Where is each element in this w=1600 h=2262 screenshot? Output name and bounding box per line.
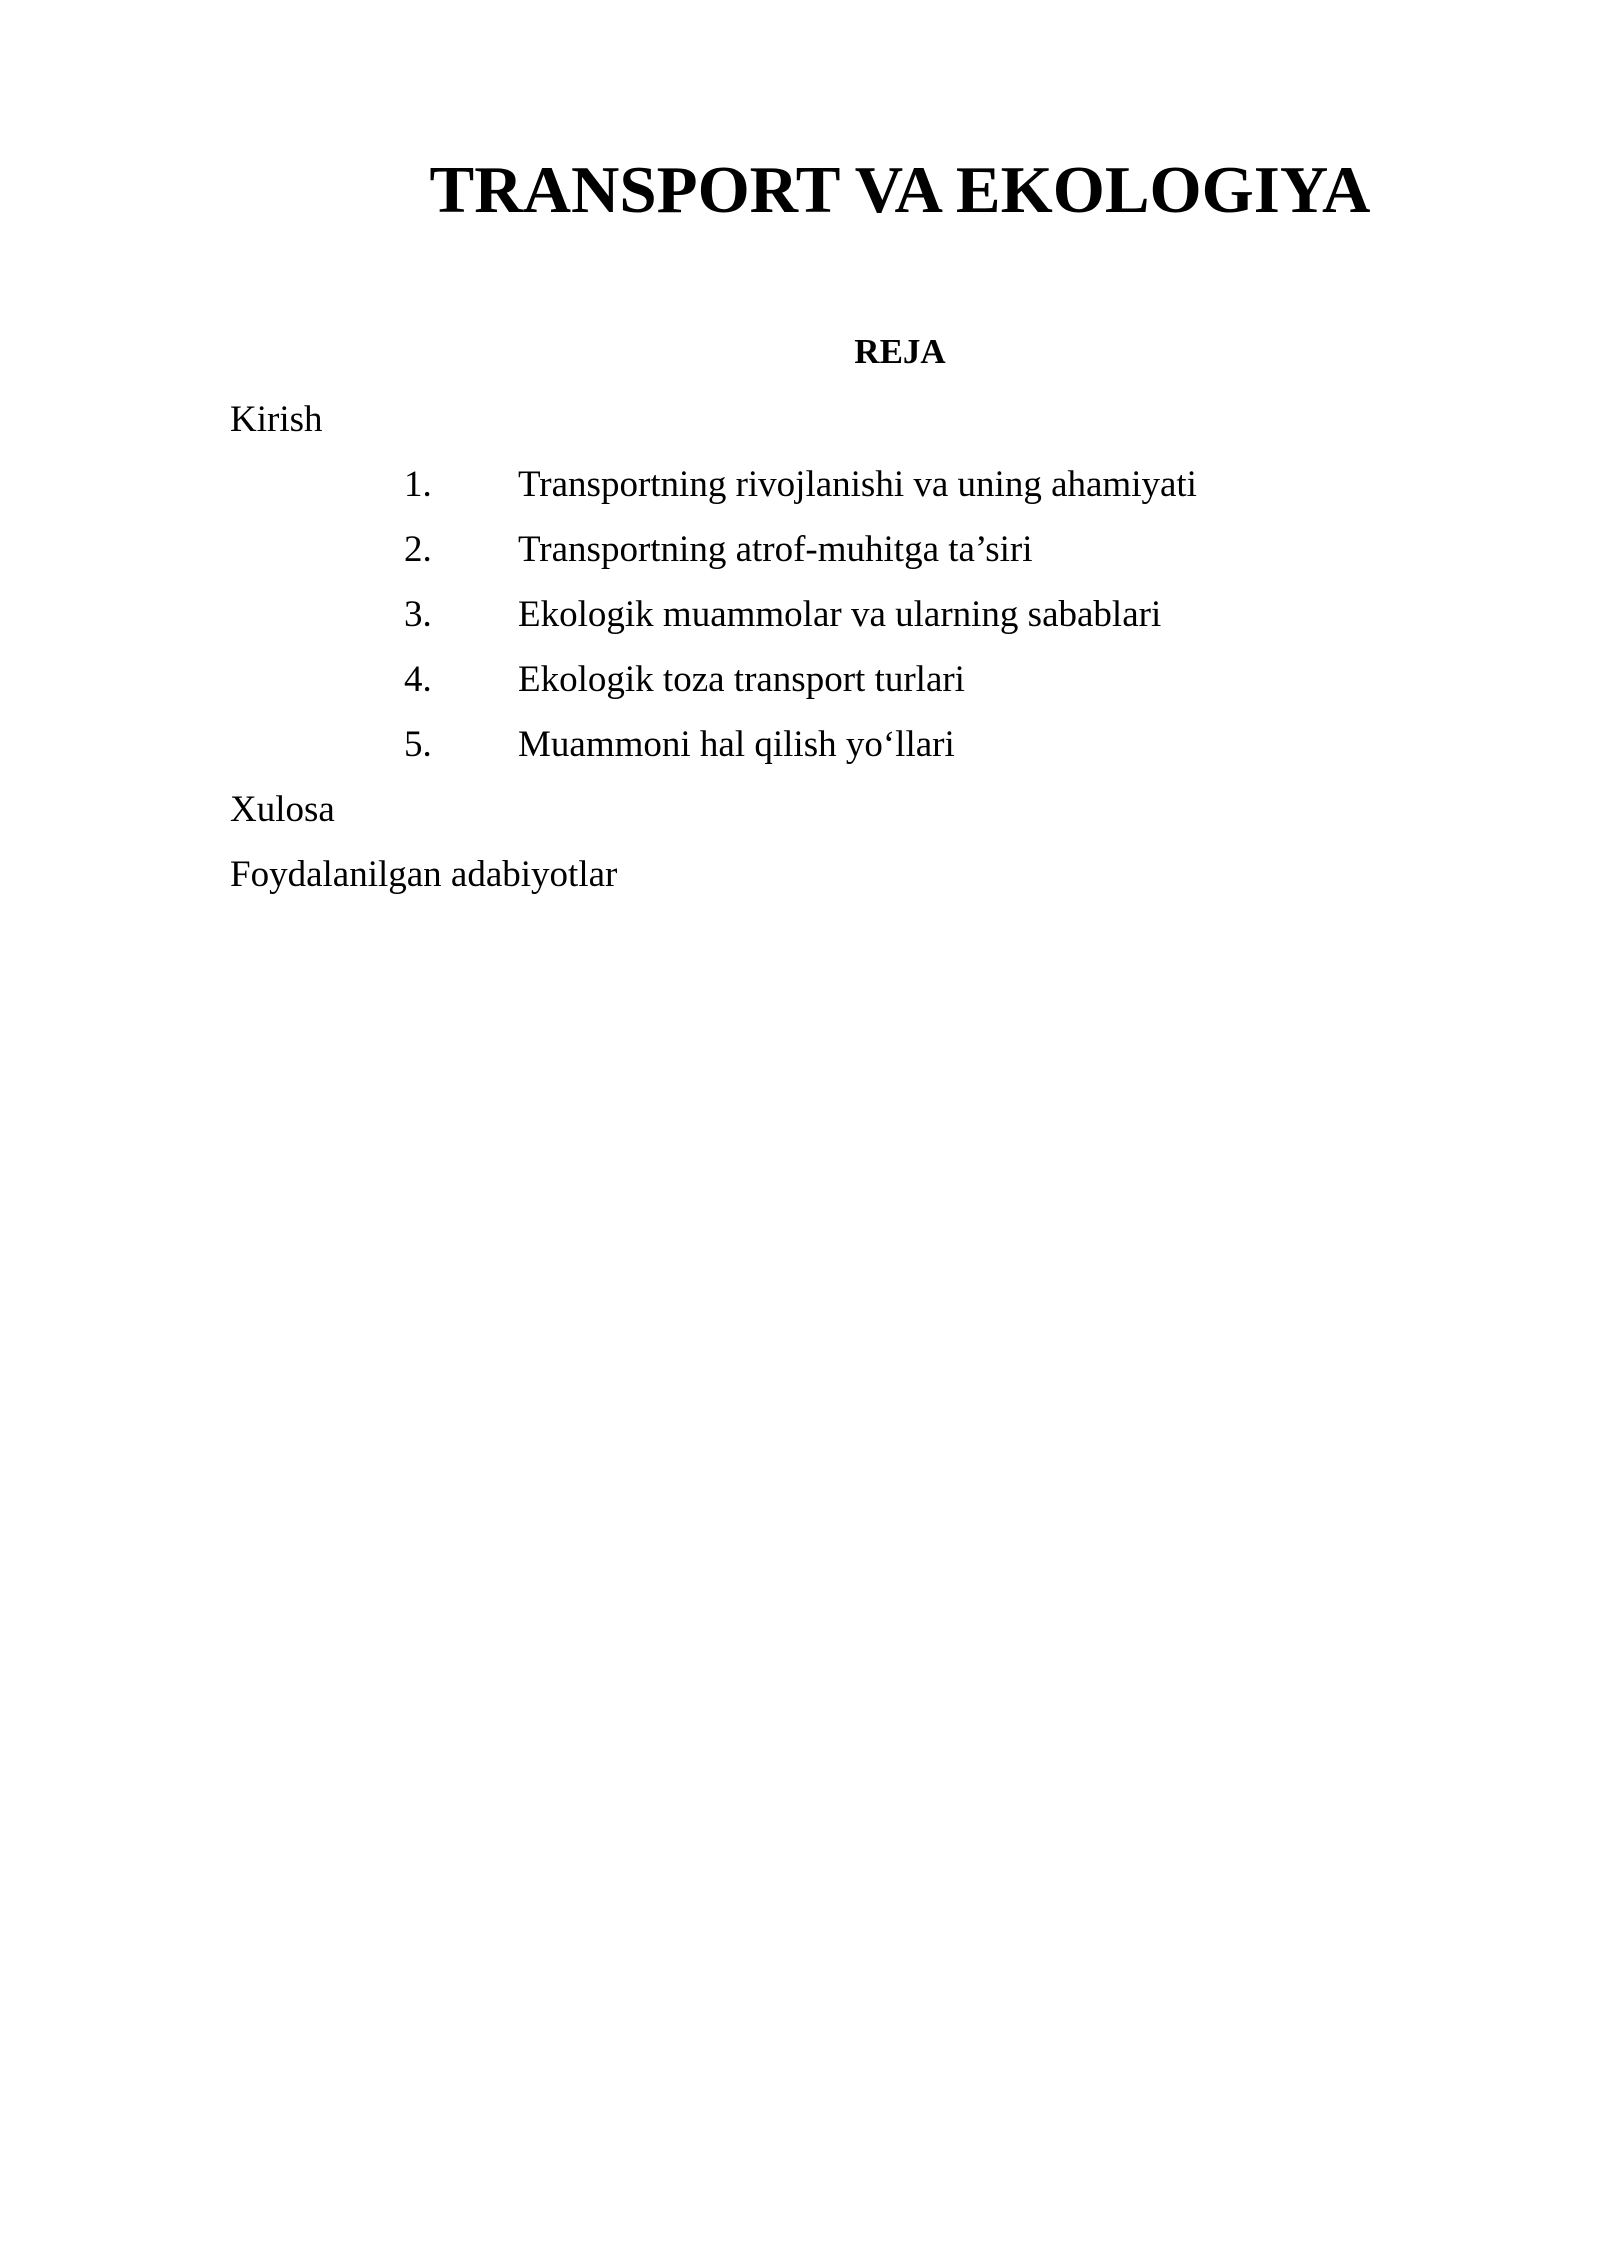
plan-item xyxy=(0,722,1400,768)
plan-item xyxy=(0,657,1400,703)
plan-item-number: 2. xyxy=(404,529,432,570)
plan-item-number: 4. xyxy=(404,659,432,700)
plan-item xyxy=(0,592,1400,638)
plan-item xyxy=(0,462,1400,508)
references-line: Foydalanilgan adabiyotlar xyxy=(230,854,618,895)
plan-item-text: Ekologik muammolar va ularning sabablari xyxy=(518,594,1162,635)
plan-item xyxy=(0,527,1400,573)
document-title: TRANSPORT VA EKOLOGIYA xyxy=(429,153,1371,227)
plan-item-text: Transportning atrof-muhitga ta’siri xyxy=(518,529,1033,570)
plan-heading: REJA xyxy=(854,332,946,371)
plan-item-text: Transportning rivojlanishi va uning ahamiyati xyxy=(518,464,1197,505)
plan-item-text: Muammoni hal qilish yo‘llari xyxy=(518,724,955,765)
plan-item-number: 1. xyxy=(404,464,432,505)
conclusion-line: Xulosa xyxy=(230,789,335,830)
intro-line: Kirish xyxy=(230,399,323,440)
plan-item-number: 3. xyxy=(404,594,432,635)
plan-item-text: Ekologik toza transport turlari xyxy=(518,659,965,700)
plan-item-number: 5. xyxy=(404,724,432,765)
